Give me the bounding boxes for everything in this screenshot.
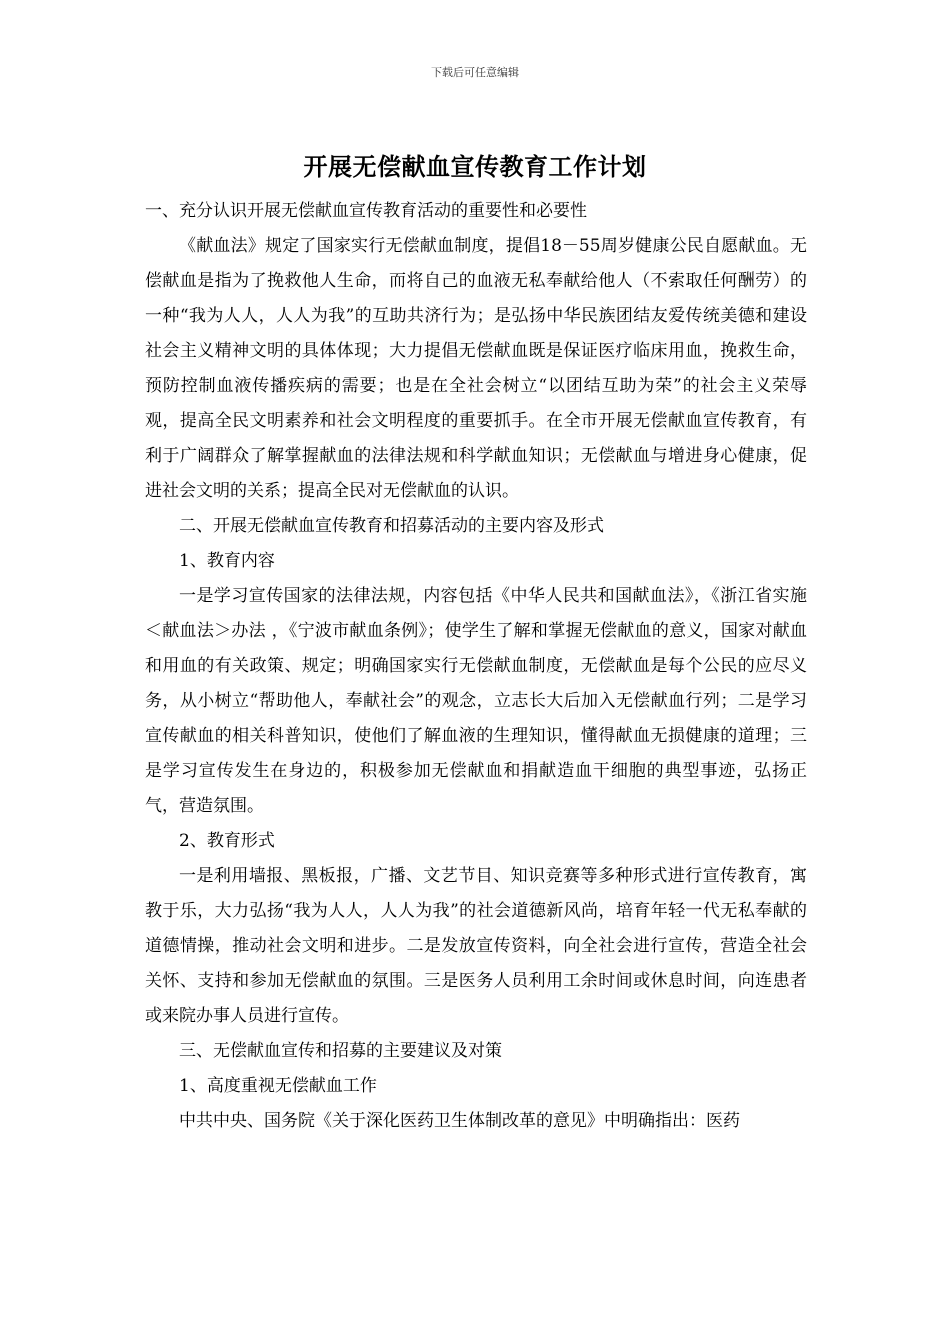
subheading-education-form: 2、教育形式 xyxy=(179,831,275,851)
paragraph-importance: 《献血法》规定了国家实行无偿献血制度，提倡18－55周岁健康公民自愿献血。无偿献血是指为了挽救他人生命，而将自己的血液无私奉献给他人（不索取任何酬劳）的一种“我为人人，人人为我”的互助共济行为；是弘扬中华民族团结友爱传统美德和建设社会主义精神文明的具体体现；大力提倡无偿献血既是保证医疗临床用血，挽救生命，预防控制血液传播疾病的需要；也是在全社会树立“以团结互助为荣”的社会主义荣辱观，提高全民文明素养和社会文明程度的重要抓手。在全市开展无偿献血宣传教育，有利于广阔群众了解掌握献血的法律法规和科学献血知识；无偿献血与增进身心健康，促进社会文明的关系；提高全民对无偿献血的认识。 xyxy=(145,236,807,501)
subheading-education-content: 1、教育内容 xyxy=(179,551,275,571)
document-body xyxy=(145,194,807,1139)
subheading-attention: 1、高度重视无偿献血工作 xyxy=(179,1076,377,1096)
document-title: 开展无偿献血宣传教育工作计划 xyxy=(303,152,647,181)
section-heading-3: 三、无偿献血宣传和招募的主要建议及对策 xyxy=(179,1041,502,1061)
paragraph-education-content: 一是学习宣传国家的法律法规，内容包括《中华人民共和国献血法》，《浙江省实施＜献血法＞办法 ，《宁波市献血条例》；使学生了解和掌握无偿献血的意义，国家对献血和用血的有关政策、规定；明确国家实行无偿献血制度，无偿献血是每个公民的应尽义务，从小树立“帮助他人，奉献社会”的观念，立志长大后加入无偿献血行列；二是学习宣传献血的相关科普知识，使他们了解血液的生理知识，懂得献血无损健康的道理；三是学习宣传发生在身边的，积极参加无偿献血和捐献造血干细胞的典型事迹，弘扬正气，营造氛围。 xyxy=(145,586,807,816)
paragraph-central-opinion: 中共中央、国务院《关于深化医药卫生体制改革的意见》中明确指出：医药 xyxy=(179,1111,740,1131)
paragraph-education-form: 一是利用墙报、黑板报，广播、文艺节目、知识竞赛等多种形式进行宣传教育，寓教于乐，大力弘扬“我为人人，人人为我”的社会道德新风尚，培育年轻一代无私奉献的道德情操，推动社会文明和进步。二是发放宣传资料，向全社会进行宣传，营造全社会关怀、支持和参加无偿献血的氛围。三是医务人员利用工余时间或休息时间，向连患者或来院办事人员进行宣传。 xyxy=(145,866,807,1026)
section-heading-1: 一、充分认识开展无偿献血宣传教育活动的重要性和必要性 xyxy=(145,201,587,221)
header-note: 下载后可任意编辑 xyxy=(431,66,519,79)
section-heading-2: 二、开展无偿献血宣传教育和招募活动的主要内容及形式 xyxy=(179,516,604,536)
